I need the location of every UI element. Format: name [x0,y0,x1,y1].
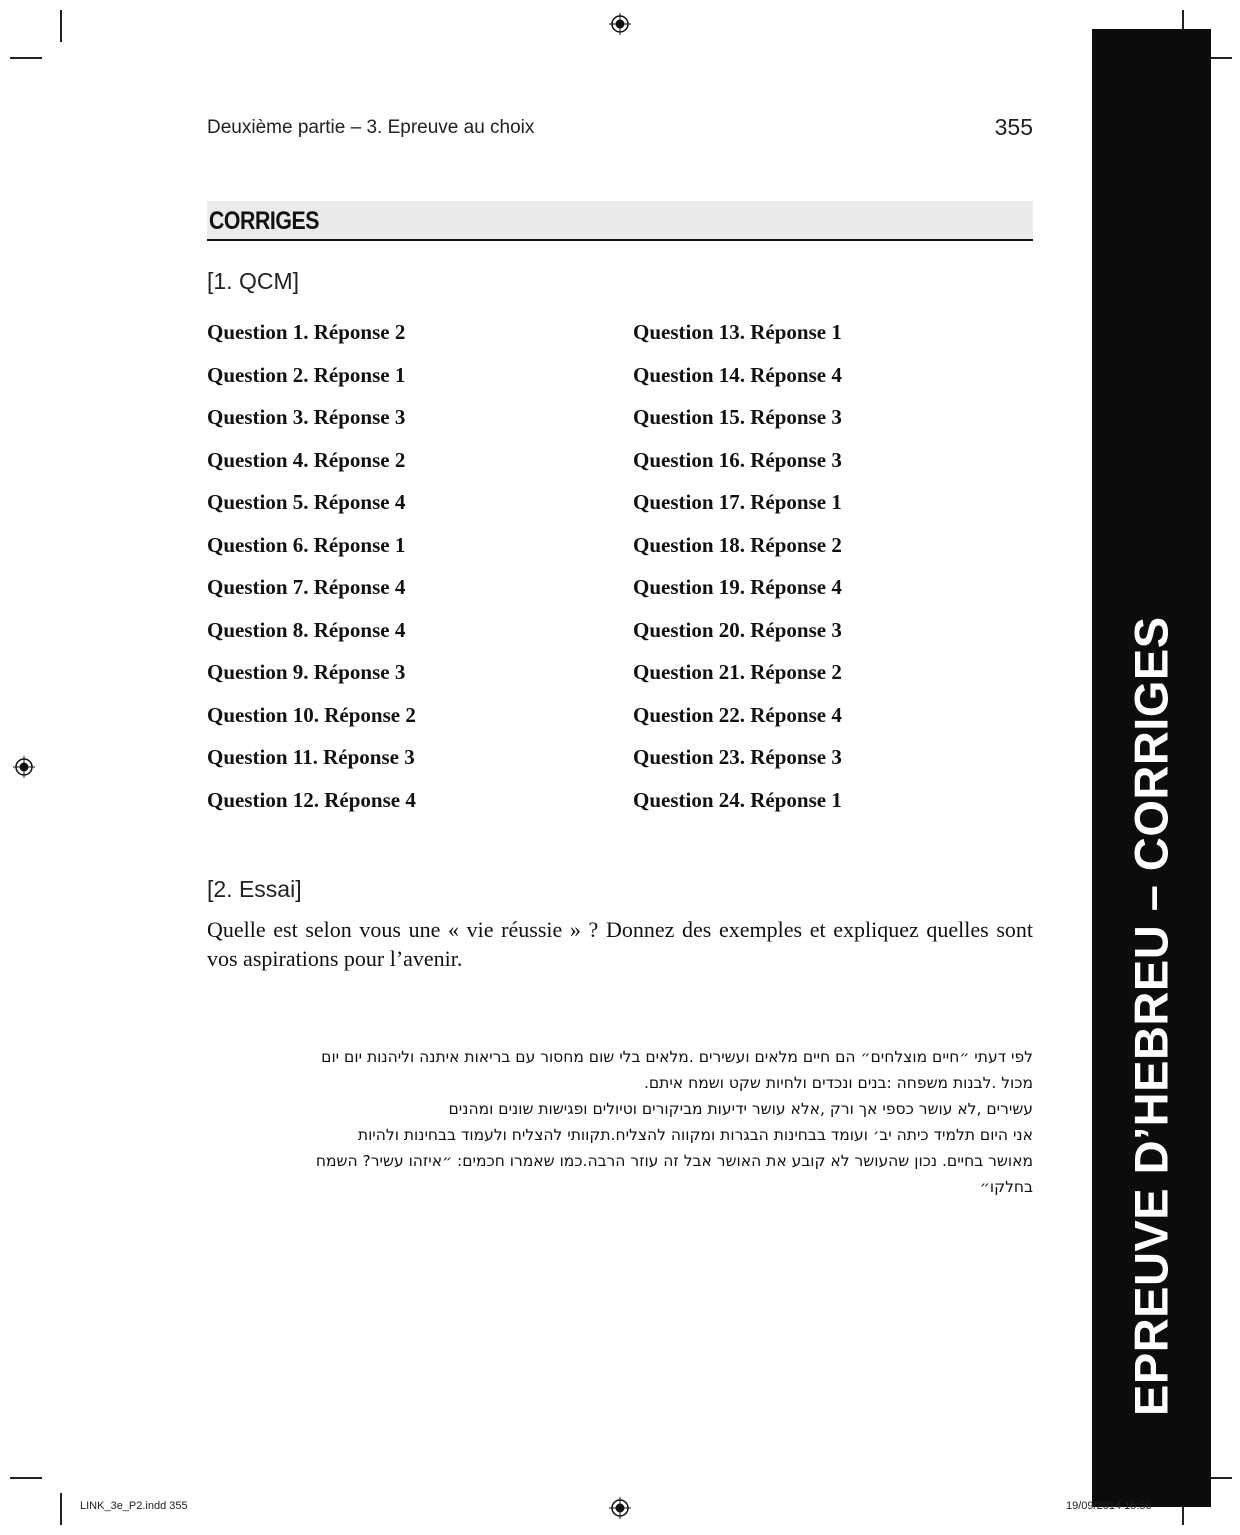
qcm-right-column [633,318,842,828]
slug-timestamp: 19/09/2014 15:56 [1066,1500,1152,1512]
qcm-answer: Question 21. Réponse 2 [633,660,842,684]
section-title: CORRIGES [209,207,319,235]
crop-mark [60,1493,62,1525]
hebrew-line: לפי דעתי ״חיים מוצלחים״ הם חיים מלאים ועשירים .מלאים בלי שום מחסור עם בריאות איתנה וליהנות יום יום [321,1048,1033,1066]
qcm-answer: Question 4. Réponse 2 [207,447,406,472]
slug-file-name: LINK_3e_P2.indd 355 [80,1500,188,1512]
qcm-answer: Question 5. Réponse 4 [207,490,406,514]
qcm-answer: Question 17. Réponse 1 [633,490,842,514]
page-number: 355 [994,114,1033,140]
qcm-answer: Question 9. Réponse 3 [207,660,406,684]
qcm-answer: Question 18. Réponse 2 [633,532,842,557]
qcm-answer: Question 10. Réponse 2 [207,702,416,727]
qcm-answer: Question 20. Réponse 3 [633,617,842,642]
qcm-answer: Question 2. Réponse 1 [207,362,406,387]
hebrew-line: עשירים ,לא עושר כספי אך ורק ,אלא עושר ידיעות מביקורים וטיולים ופגישות שונים ומהנים [448,1100,1033,1118]
side-tab-title: EPREUVE D’HEBREU – CORRIGES [1124,616,1178,1416]
qcm-answer: Question 24. Réponse 1 [633,787,842,812]
qcm-answer: Question 19. Réponse 4 [633,575,842,599]
qcm-heading: [1. QCM] [207,268,300,294]
essay-prompt: Quelle est selon vous une « vie réussie » ? Donnez des exemples et expliquez quelles sont vos aspirations pour l’avenir. [207,917,1033,971]
running-head: Deuxième partie – 3. Epreuve au choix [207,117,535,138]
qcm-answer: Question 11. Réponse 3 [207,745,415,769]
qcm-answer: Question 7. Réponse 4 [207,575,406,599]
hebrew-line: אני היום תלמיד כיתה יב׳ ועומד בבחינות הבגרות ומקווה להצליח.תקוותי להצליח ולעמוד בבחינות ולהיות [357,1126,1033,1144]
qcm-answer: Question 3. Réponse 3 [207,405,406,429]
qcm-answer: Question 13. Réponse 1 [633,320,842,344]
qcm-left-column [207,318,416,828]
qcm-answer: Question 1. Réponse 2 [207,320,406,344]
qcm-answer: Question 14. Réponse 4 [633,362,842,387]
essay-heading: [2. Essai] [207,876,302,902]
hebrew-line: בחלקו״ [979,1178,1033,1196]
qcm-answer: Question 23. Réponse 3 [633,745,842,769]
hebrew-line: מכול .לבנות משפחה :בנים ונכדים ולחיות שקט ושמח איתם. [643,1074,1033,1092]
hebrew-essay-text [207,1044,1033,1200]
section-heading [207,201,1033,241]
qcm-answer: Question 15. Réponse 3 [633,405,842,429]
hebrew-line: מאושר בחיים. נכון שהעושר לא קובע את האושר אבל זה עוזר הרבה.כמו שאמרו חכמים: ״איזהו עשיר? השמח [315,1152,1033,1170]
qcm-answer: Question 12. Réponse 4 [207,787,416,812]
crop-mark [10,57,42,59]
crop-mark [60,10,62,42]
registration-mark-icon [609,1497,631,1519]
qcm-answer: Question 16. Réponse 3 [633,447,842,472]
registration-mark-icon [609,13,631,35]
qcm-answer: Question 8. Réponse 4 [207,617,406,642]
crop-mark [10,1477,42,1479]
qcm-answer: Question 6. Réponse 1 [207,532,406,557]
registration-mark-icon [13,756,35,778]
qcm-answer: Question 22. Réponse 4 [633,702,842,727]
